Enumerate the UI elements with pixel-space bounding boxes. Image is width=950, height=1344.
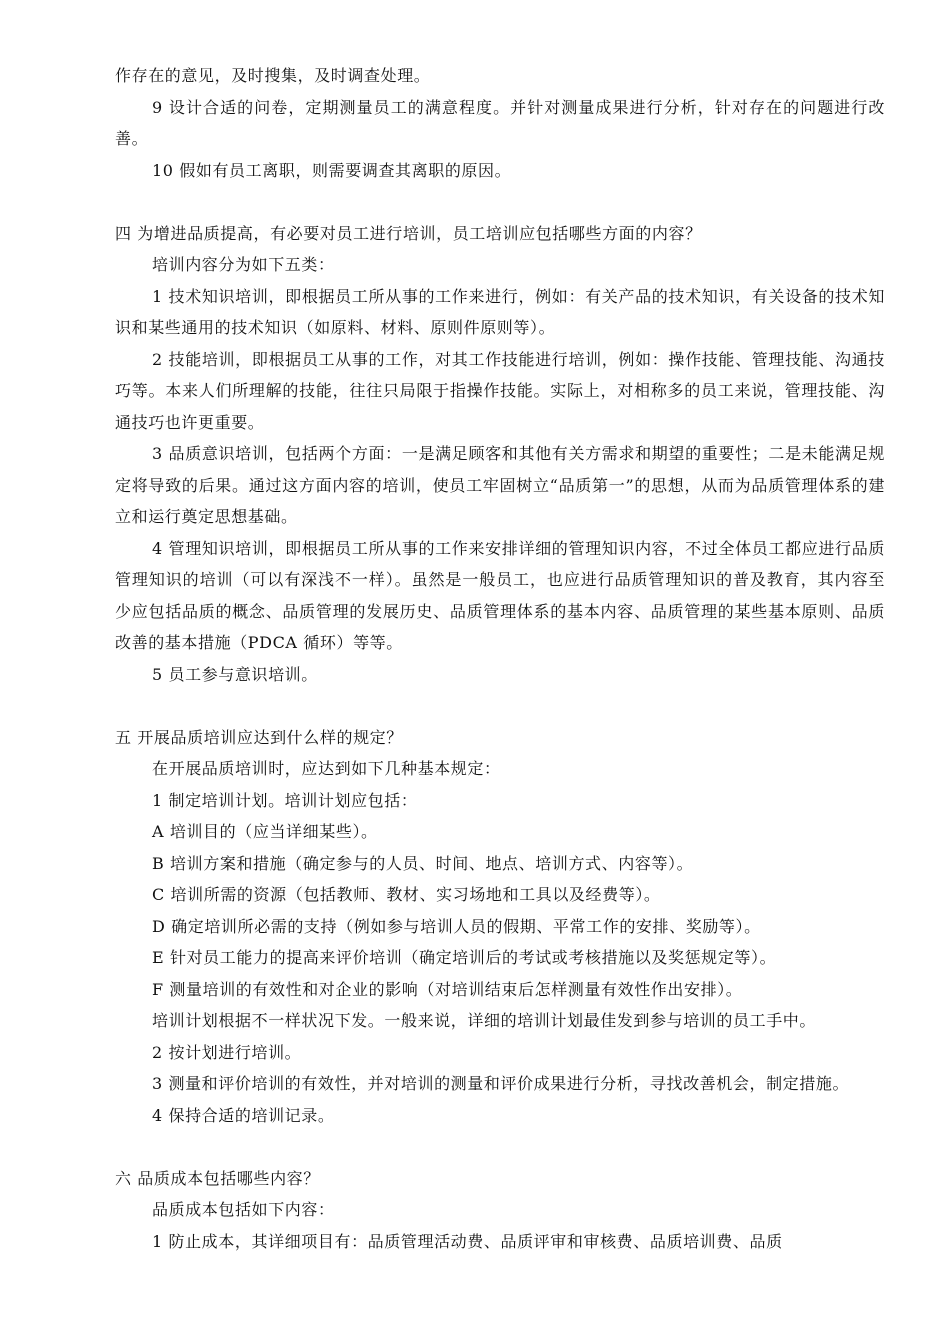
paragraph: 1 技术知识培训，即根据员工所从事的工作来进行，例如：有关产品的技术知识，有关设备的技术知识和某些通用的技术知识（如原料、材料、原则件原则等）。 xyxy=(115,286,885,337)
document-page xyxy=(115,60,885,1257)
paragraph: 4 管理知识培训，即根据员工所从事的工作来安排详细的管理知识内容，不过全体员工都应进行品质管理知识的培训（可以有深浅不一样）。虽然是一般员工，也应进行品质管理知识的普及教育，其内容至少应包括品质的概念、品质管理的发展历史、品质管理体系的基本内容、品质管理的某些基本原则、品质改善的基本措施（PDCA 循环）等等。 xyxy=(115,538,885,652)
paragraph-gap xyxy=(115,186,885,218)
paragraph: 2 技能培训，即根据员工从事的工作，对其工作技能进行培训，例如：操作技能、管理技能、沟通技巧等。本来人们所理解的技能，往往只局限于指操作技能。实际上，对相称多的员工来说，管理技能、沟通技巧也许更重要。 xyxy=(115,349,885,432)
paragraph-gap xyxy=(115,1131,885,1163)
paragraph: 1 制定培训计划。培训计划应包括： xyxy=(152,790,418,810)
paragraph: 4 保持合适的培训记录。 xyxy=(152,1105,335,1125)
paragraph: 在开展品质培训时，应达到如下几种基本规定： xyxy=(152,759,501,778)
paragraph: 培训计划根据不一样状况下发。一般来说，详细的培训计划最佳发到参与培训的员工手中。 xyxy=(152,1011,817,1030)
paragraph: 5 员工参与意识培训。 xyxy=(152,664,318,684)
paragraph: 1 防止成本，其详细项目有：品质管理活动费、品质评审和审核费、品质培训费、品质 xyxy=(152,1231,783,1251)
section-heading: 六 品质成本包括哪些内容？ xyxy=(115,1168,320,1188)
paragraph: 10 假如有员工离职，则需要调查其离职的原因。 xyxy=(152,160,512,180)
paragraph: 9 设计合适的问卷，定期测量员工的满意程度。并针对测量成果进行分析，针对存在的问题进行改善。 xyxy=(115,97,885,148)
paragraph: 作存在的意见，及时搜集，及时调查处理。 xyxy=(115,66,431,85)
paragraph-gap xyxy=(115,690,885,722)
list-item: E 针对员工能力的提高来评价培训（确定培训后的考试或考核措施以及奖惩规定等）。 xyxy=(152,948,777,967)
paragraph: 3 测量和评价培训的有效性，并对培训的测量和评价成果进行分析，寻找改善机会，制定措施。 xyxy=(152,1074,850,1093)
section-heading: 四 为增进品质提高，有必要对员工进行培训，员工培训应包括哪些方面的内容？ xyxy=(115,223,702,243)
paragraph: 品质成本包括如下内容： xyxy=(152,1200,335,1219)
list-item: B 培训方案和措施（确定参与的人员、时间、地点、培训方式、内容等）。 xyxy=(152,853,694,873)
paragraph: 培训内容分为如下五类： xyxy=(152,255,335,274)
list-item: F 测量培训的有效性和对企业的影响（对培训结束后怎样测量有效性作出安排）。 xyxy=(152,979,743,999)
list-item: D 确定培训所必需的支持（例如参与培训人员的假期、平常工作的安排、奖励等）。 xyxy=(152,916,761,936)
paragraph: 3 品质意识培训，包括两个方面：一是满足顾客和其他有关方需求和期望的重要性；二是未能满足规定将导致的后果。通过这方面内容的培训，使员工牢固树立“品质第一”的思想，从而为品质管理体系的建立和运行奠定思想基础。 xyxy=(115,444,885,526)
list-item: C 培训所需的资源（包括教师、教材、实习场地和工具以及经费等）。 xyxy=(152,885,661,904)
paragraph: 2 按计划进行培训。 xyxy=(152,1042,302,1062)
list-item: A 培训目的（应当详细某些）。 xyxy=(152,822,378,841)
section-heading: 五 开展品质培训应达到什么样的规定？ xyxy=(115,727,403,747)
